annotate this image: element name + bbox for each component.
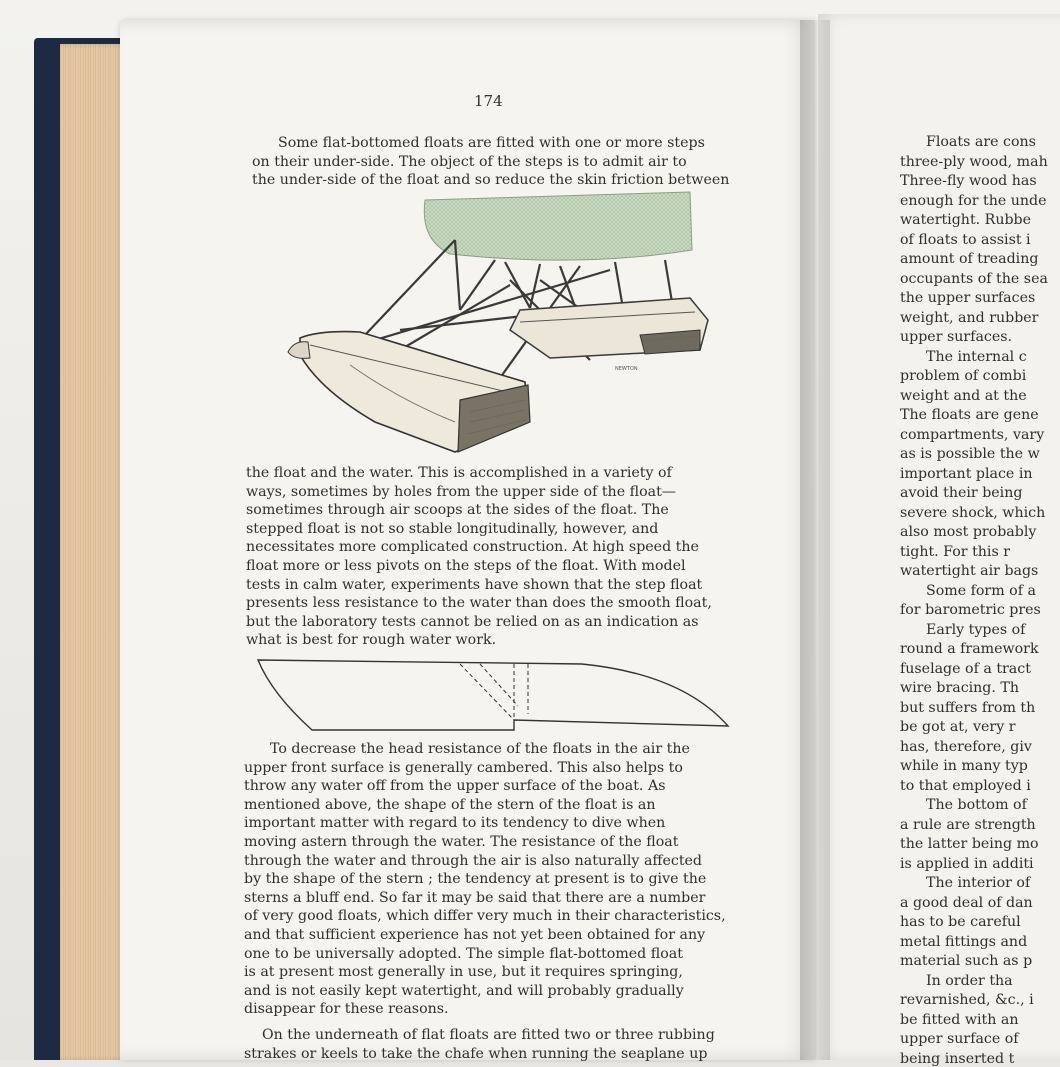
facing-page-line: wire bracing. Th: [900, 680, 1020, 696]
facing-page-line: of floats to assist i: [900, 231, 1031, 248]
float-illustration: [280, 190, 720, 460]
facing-page-line: The bottom of: [926, 797, 1027, 813]
facing-page-line: enough for the unde: [900, 192, 1047, 209]
facing-page-line: weight, and rubber: [900, 309, 1039, 326]
facing-page-line: occupants of the sea: [900, 270, 1048, 287]
text-line: stepped float is not so stable longitudinally, however, and: [246, 520, 659, 537]
facing-page-line: is applied in additi: [900, 855, 1034, 872]
text-line: but the laboratory tests cannot be relied on as an indication as: [246, 613, 699, 630]
facing-page-line: has, therefore, giv: [900, 738, 1032, 755]
facing-page-line: upper surfaces.: [900, 329, 1013, 345]
facing-page-line: has to be careful: [900, 914, 1021, 930]
facing-page-line: metal fittings and: [900, 933, 1028, 950]
text-line: float more or less pivots on the steps of the float. With model: [246, 557, 686, 574]
text-line: upper front surface is generally cambered. This also helps to: [244, 759, 683, 776]
text-line: one to be universally adopted. The simple flat-bottomed float: [244, 945, 683, 962]
facing-page-line: Early types of: [926, 621, 1026, 638]
text-line: sometimes through air scoops at the sides of the float. The: [246, 502, 669, 519]
text-line: on their under-side. The object of the steps is to admit air to: [252, 153, 687, 170]
illustration-signature: NEWTON: [615, 366, 638, 372]
text-line: necessitates more complicated construction. At high speed the: [246, 539, 699, 556]
facing-page-line: for barometric pres: [900, 602, 1041, 618]
text-line: On the underneath of flat floats are fitted two or three rubbing: [262, 1027, 715, 1043]
facing-page-line: weight and at the: [900, 387, 1027, 404]
facing-page-line: a rule are strength: [900, 816, 1036, 833]
facing-page-line: three-ply wood, mah: [900, 153, 1048, 170]
facing-page-line: a good deal of dan: [900, 894, 1033, 911]
text-line: strakes or keels to take the chafe when running the seaplane up: [244, 1045, 708, 1062]
facing-page-line: Three-fly wood has: [900, 173, 1037, 189]
text-line: of very good floats, which differ very much in their characteristics,: [244, 908, 726, 925]
page-number: 174: [474, 92, 503, 110]
facing-page-line: The internal c: [926, 348, 1027, 365]
facing-page-line: as is possible the w: [900, 446, 1040, 462]
facing-page-line: upper surface of: [900, 1031, 1019, 1047]
facing-page-line: compartments, vary: [900, 426, 1045, 443]
text-line: by the shape of the stern ; the tendency at present is to give the: [244, 871, 707, 888]
facing-page-line: while in many typ: [900, 758, 1028, 774]
text-line: what is best for rough water work.: [246, 632, 497, 649]
facing-page-line: be got at, very r: [900, 719, 1016, 735]
text-line: important matter with regard to its tendency to dive when: [244, 815, 666, 832]
facing-page-line: being inserted t: [900, 1050, 1015, 1067]
stepped-float-diagram: [252, 654, 732, 736]
text-line: Some flat-bottomed floats are fitted with one or more steps: [278, 135, 705, 151]
text-line: presents less resistance to the water than does the smooth float,: [246, 595, 712, 612]
facing-page-line: material such as p: [900, 953, 1033, 969]
text-line: To decrease the head resistance of the floats in the air the: [270, 741, 690, 757]
text-line: ways, sometimes by holes from the upper side of the float—: [246, 483, 676, 500]
paragraph-steps: [246, 464, 744, 650]
text-line: tests in calm water, experiments have shown that the step float: [246, 576, 703, 593]
facing-page-line: to that employed i: [900, 777, 1031, 794]
text-line: is at present most generally in use, but it requires springing,: [244, 964, 683, 981]
wing-underside: [424, 192, 692, 260]
paragraph-stern: [244, 740, 746, 1019]
text-line: and is not easily kept watertight, and will probably gradually: [244, 982, 684, 999]
facing-page-line: The interior of: [926, 875, 1031, 891]
facing-page-line: but suffers from th: [900, 699, 1036, 716]
facing-page-line: revarnished, &c., i: [900, 992, 1034, 1008]
text-line: the float and the water. This is accomplished in a variety of: [246, 465, 672, 481]
facing-page-line: also most probably: [900, 524, 1037, 540]
facing-page-line: tight. For this r: [900, 543, 1011, 560]
facing-page-line: the latter being mo: [900, 836, 1039, 852]
facing-page-line: watertight. Rubbe: [900, 212, 1032, 228]
facing-page-line: be fitted with an: [900, 1011, 1019, 1028]
text-line: moving astern through the water. The resistance of the float: [244, 833, 679, 850]
facing-page-line: Some form of a: [926, 582, 1036, 599]
text-line: the under-side of the float and so reduce the skin friction between: [252, 172, 730, 189]
text-line: mentioned above, the shape of the stern of the float is an: [244, 796, 656, 813]
facing-page-line: avoid their being: [900, 485, 1023, 501]
text-line: disappear for these reasons.: [244, 1001, 449, 1018]
facing-page-line: watertight air bags: [900, 563, 1039, 579]
facing-page-line: the upper surfaces: [900, 290, 1036, 306]
text-line: throw any water off from the upper surface of the boat. As: [244, 778, 666, 795]
text-line: through the water and through the air is also naturally affected: [244, 852, 703, 869]
facing-page-line: Floats are cons: [926, 134, 1036, 150]
facing-page-line: severe shock, which: [900, 504, 1046, 521]
facing-page-line: amount of treading: [900, 251, 1039, 267]
text-line: sterns a bluff end. So far it may be said that there are a number: [244, 889, 706, 906]
paragraph-intro: [252, 134, 744, 190]
book-gutter: [800, 20, 830, 1060]
facing-page-line: round a framework: [900, 641, 1039, 657]
facing-page-line: problem of combi: [900, 368, 1027, 384]
facing-page-line: In order tha: [926, 972, 1013, 989]
facing-page-line: The floats are gene: [900, 407, 1039, 423]
facing-page-line: important place in: [900, 465, 1033, 482]
paragraph-rubbing-strakes: [244, 1026, 746, 1063]
facing-page-line: fuselage of a tract: [900, 660, 1031, 677]
text-line: and that sufficient experience has not yet been obtained for any: [244, 926, 706, 943]
